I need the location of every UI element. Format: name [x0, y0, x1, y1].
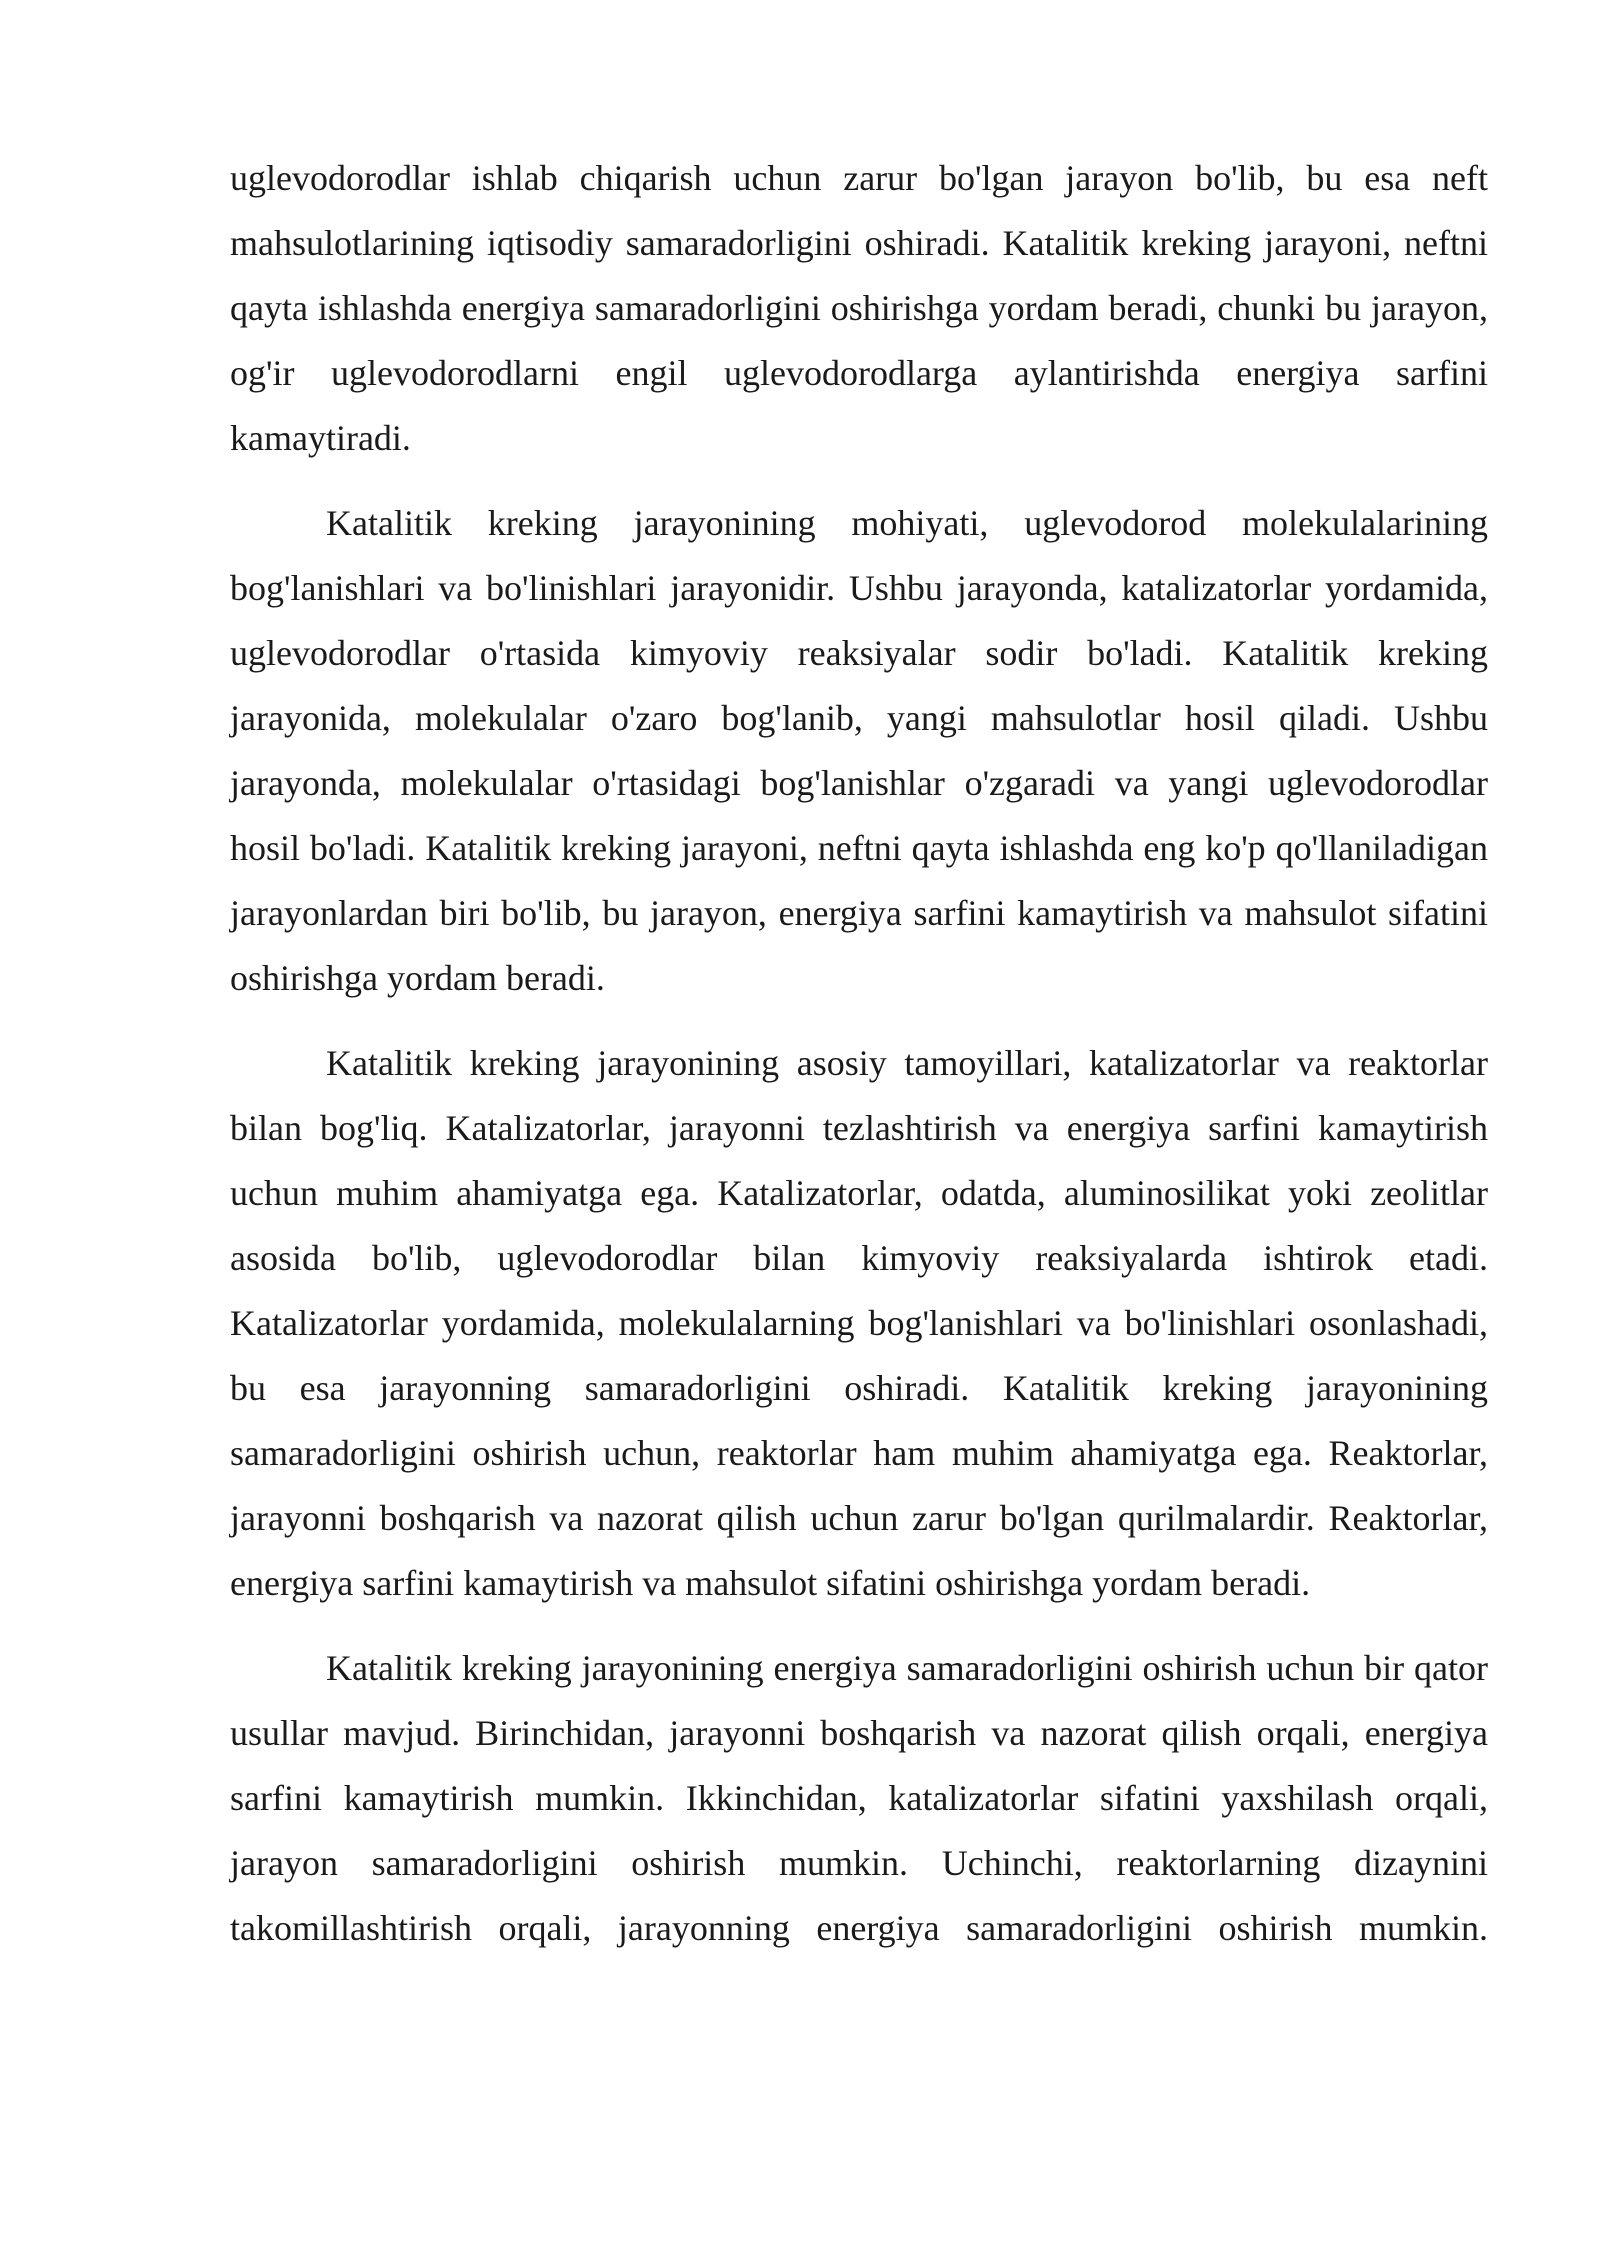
paragraph-3: Katalitik kreking jarayonining asosiy tamoyillari, katalizatorlar va reaktorlar bilan bog'liq. Katalizatorlar, jarayonni tezlashtirish va energiya sarfini kamaytirish uchun muhim ahamiyatga ega. Katalizatorlar, odatda, aluminosilikat yoki zeolitlar asosida bo'lib, uglevodorodlar bilan kimyoviy reaksiyalarda ishtirok etadi. Katalizatorlar yordamida, molekulalarning bog'lanishlari va bo'linishlari osonlashadi, bu esa jarayonning samaradorligini oshiradi. Katalitik kreking jarayonining samaradorligini oshirish uchun, reaktorlar ham muhim ahamiyatga ega. Reaktorlar, jarayonni boshqarish va nazorat qilish uchun zarur bo'lgan qurilmalardir. Reaktorlar, energiya sarfini kamaytirish va mahsulot sifatini oshirishga yordam beradi. [230, 1043, 1488, 1603]
paragraph-2: Katalitik kreking jarayonining mohiyati, uglevodorod molekulalarining bog'lanishlari va bo'linishlari jarayonidir. Ushbu jarayonda, katalizatorlar yordamida, uglevodorodlar o'rtasida kimyoviy reaksiyalar sodir bo'ladi. Katalitik kreking jarayonida, molekulalar o'zaro bog'lanib, yangi mahsulotlar hosil qiladi. Ushbu jarayonda, molekulalar o'rtasidagi bog'lanishlar o'zgaradi va yangi uglevodorodlar hosil bo'ladi. Katalitik kreking jarayoni, neftni qayta ishlashda eng ko'p qo'llaniladigan jarayonlardan biri bo'lib, bu jarayon, energiya sarfini kamaytirish va mahsulot sifatini oshirishga yordam beradi. [230, 503, 1488, 998]
document-body [230, 146, 1488, 1961]
paragraph-1: uglevodorodlar ishlab chiqarish uchun zarur bo'lgan jarayon bo'lib, bu esa neft mahsulotlarining iqtisodiy samaradorligini oshiradi. Katalitik kreking jarayoni, neftni qayta ishlashda energiya samaradorligini oshirishga yordam beradi, chunki bu jarayon, og'ir uglevodorodlarni engil uglevodorodlarga aylantirishda energiya sarfini kamaytiradi. [230, 158, 1488, 458]
paragraph-4: Katalitik kreking jarayonining energiya samaradorligini oshirish uchun bir qator usullar mavjud. Birinchidan, jarayonni boshqarish va nazorat qilish orqali, energiya sarfini kamaytirish mumkin. Ikkinchidan, katalizatorlar sifatini yaxshilash orqali, jarayon samaradorligini oshirish mumkin. Uchinchi, reaktorlarning dizaynini takomillashtirish orqali, jarayonning energiya samaradorligini oshirish mumkin. [230, 1648, 1488, 1948]
